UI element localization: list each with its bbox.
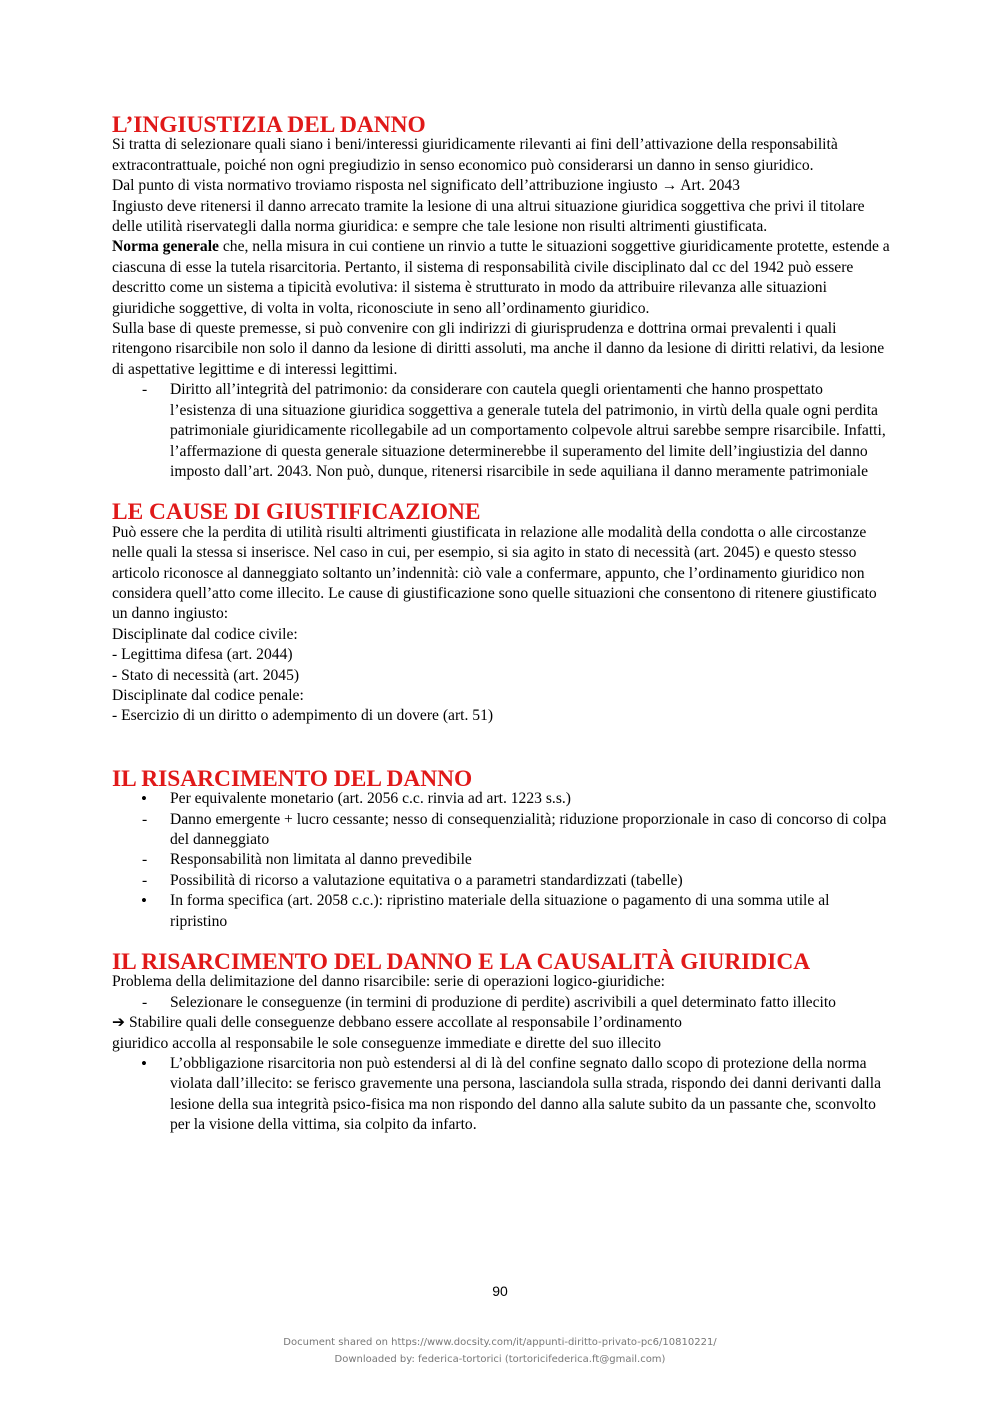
- dash-list: [112, 380, 890, 482]
- paragraph: Problema della delimitazione del danno risarcibile: serie di operazioni logico-giuridiche:: [112, 973, 665, 991]
- paragraph-text: che, nella misura in cui contiene un rinvio a tutte le situazioni soggettive giuridicamente protette, estende a ciascuna di esse la tutela risarcitoria. Pertanto, il sistema di responsabilità civile disciplinato dal cc del 1942 può essere descritto come un sistema a tipicità evolutiva: il sistema è strutturato in modo da attribuire rilevanza alle situazioni giuridiche soggettive, di volta in volta, riconosciute in seno all’ordinamento giuridico.: [112, 238, 890, 317]
- paragraph: Sulla base di queste premesse, si può convenire con gli indirizzi di giurisprudenza e dottrina ormai prevalenti i quali ritengono risarcibile non solo il danno da lesione di diritti assoluti, ma anche il danno da lesione di diritti relativi, da lesione di aspettative legittime e di interessi legittimi.: [112, 320, 885, 378]
- dash-list: [112, 810, 890, 892]
- paragraph: Disciplinate dal codice civile:: [112, 625, 298, 643]
- section-cause-di-giustificazione: [112, 499, 890, 726]
- bullet-list: [112, 789, 890, 809]
- footer-downloaded-by: Downloaded by: federica-tortorici (tortoricifederica.ft@gmail.com): [334, 1354, 666, 1365]
- paragraph: giuridico accolla al responsabile le sole conseguenze immediate e dirette del suo illecito: [112, 1034, 662, 1052]
- list-item: • L’obbligazione risarcitoria non può estendersi al di là del confine segnato dallo scopo di protezione della norma violata dall’illecito: se ferisco gravemente una persona, lasciandola sulla strada, rispondo dei danni derivanti dalla lesione della sua integrità psico-fisica ma non rispondo del danno alla salute subito da un passante che, sconvolto per la visione della vittima, sia colpito da infarto.: [112, 1054, 890, 1136]
- section-heading: LE CAUSE DI GIUSTIFICAZIONE: [112, 499, 481, 526]
- page-number: 90: [492, 1283, 508, 1299]
- document-body: [112, 112, 890, 1136]
- paragraph: Può essere che la perdita di utilità risulti altrimenti giustificata in relazione alle modalità della condotta o alle circostanze nelle quali la stessa si inserisce. Nel caso in cui, per esempio, si sia agito in stato di necessità (art. 2045) e questo stesso articolo riconosce al danneggiato soltanto un’indennità: ciò vale a confermare, appunto, che l’ordinamento giuridico non considera quell’atto come illecito. Le cause di giustificazione sono quelle situazioni che consentono di ritenere giustificato un danno ingiusto:: [112, 523, 877, 623]
- list-item: • In forma specifica (art. 2058 c.c.): ripristino materiale della situazione o pagamento di una somma utile al ripristino: [112, 891, 890, 932]
- paragraph: Disciplinate dal codice penale:: [112, 686, 304, 704]
- list-item: • Per equivalente monetario (art. 2056 c.c. rinvia ad art. 1223 s.s.): [112, 789, 890, 809]
- bullet-list: [112, 891, 890, 932]
- section-heading: IL RISARCIMENTO DEL DANNO E LA CAUSALITÀ GIURIDICA: [112, 949, 811, 976]
- paragraph: - Stato di necessità (art. 2045): [112, 666, 300, 684]
- section-heading: IL RISARCIMENTO DEL DANNO: [112, 765, 473, 792]
- section-heading: L’INGIUSTIZIA DEL DANNO: [112, 112, 426, 138]
- paragraph: [112, 237, 890, 319]
- paragraph: Dal punto di vista normativo troviamo risposta nel significato dell’attribuzione ingiusto → Art. 2043: [112, 177, 740, 195]
- bullet-list: [112, 1054, 890, 1136]
- paragraph: - Legittima difesa (art. 2044): [112, 646, 293, 664]
- list-item: - Possibilità di ricorso a valutazione equitativa o a parametri standardizzati (tabelle): [112, 871, 890, 891]
- section-ingiustizia-del-danno: [112, 112, 890, 482]
- paragraph: Ingiusto deve ritenersi il danno arrecato tramite la lesione di una altrui situazione giuridica soggettiva che privi il titolare delle utilità riservategli dalla norma giuridica: e sempre che tale lesione non risulti altrimenti giustificata.: [112, 197, 865, 236]
- section-risarcimento-del-danno: [112, 765, 890, 932]
- bold-term: Norma generale: [112, 238, 219, 256]
- paragraph: Si tratta di selezionare quali siano i beni/interessi giuridicamente rilevanti ai fini dell’attivazione della responsabilità extracontrattuale, poiché non ogni pregiudizio in senso economico può considerarsi un danno in senso giuridico.: [112, 136, 838, 174]
- spacer: [112, 727, 890, 769]
- list-item: - Selezionare le conseguenze (in termini di produzione di perdite) ascrivibili a quel determinato fatto illecito: [112, 993, 890, 1013]
- footer-shared-link: Document shared on https://www.docsity.com/it/appunti-diritto-privato-pc6/10810221/: [283, 1337, 717, 1348]
- section-causalita-giuridica: [112, 949, 890, 1136]
- list-item: - Responsabilità non limitata al danno prevedibile: [112, 850, 890, 870]
- paragraph: - Esercizio di un diritto o adempimento di un dovere (art. 51): [112, 707, 494, 725]
- dash-list: [112, 993, 890, 1013]
- arrow-line: ➔ Stabilire quali delle conseguenze debbano essere accollate al responsabile l’ordinamento: [112, 1014, 682, 1032]
- list-item: - Diritto all’integrità del patrimonio: da considerare con cautela quegli orientamenti che hanno prospettato l’esistenza di una situazione giuridica soggettiva a generale tutela del patrimonio, in virtù della quale ogni perdita patrimoniale giuridicamente ricollegabile ad un comportamento colpevole altrui sarebbe sempre risarcibile. Infatti, l’affermazione di questa generale situazione determinerebbe il superamento del limite dell’ingiustizia del danno imposto dall’art. 2043. Non può, dunque, ritenersi risarcibile in sede aquiliana il danno meramente patrimoniale: [112, 380, 890, 482]
- list-item: - Danno emergente + lucro cessante; nesso di consequenzialità; riduzione proporzionale in caso di concorso di colpa del danneggiato: [112, 810, 890, 851]
